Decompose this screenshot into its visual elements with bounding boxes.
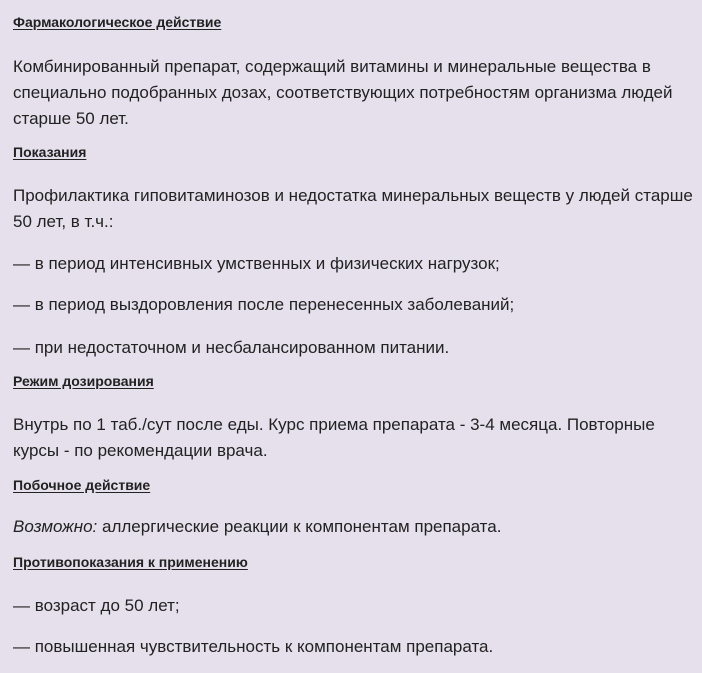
indications-item: — при недостаточном и несбалансированном питании. (13, 338, 450, 357)
indications-heading: Показания (13, 144, 87, 160)
contraindications-item: — возраст до 50 лет; (13, 596, 180, 615)
indications-item: — в период интенсивных умственных и физических нагрузок; (13, 254, 500, 273)
side-effects-heading: Побочное действие (13, 477, 151, 493)
dosage-heading: Режим дозирования (13, 373, 154, 389)
contraindications-heading: Противопоказания к применению (13, 554, 248, 570)
indications-item: — в период выздоровления после перенесенных заболеваний; (13, 295, 515, 314)
pharmacology-heading: Фармакологическое действие (13, 14, 222, 30)
contraindications-item: — повышенная чувствительность к компонентам препарата. (13, 637, 494, 656)
pharmacology-text: Комбинированный препарат, содержащий витамины и минеральные вещества в специально подобранных дозах, соответствующих потребностям организма людей старше 50 лет. (13, 57, 673, 128)
side-effects-emphasis: Возможно: (13, 517, 98, 536)
side-effects-text: аллергические реакции к компонентам препарата. (97, 517, 502, 536)
dosage-text: Внутрь по 1 таб./сут после еды. Курс приема препарата - 3-4 месяца. Повторные курсы - по рекомендации врача. (13, 415, 655, 460)
side-effects-paragraph (13, 514, 697, 540)
indications-intro: Профилактика гиповитаминозов и недостатка минеральных веществ у людей старше 50 лет, в т.ч.: (13, 186, 693, 231)
